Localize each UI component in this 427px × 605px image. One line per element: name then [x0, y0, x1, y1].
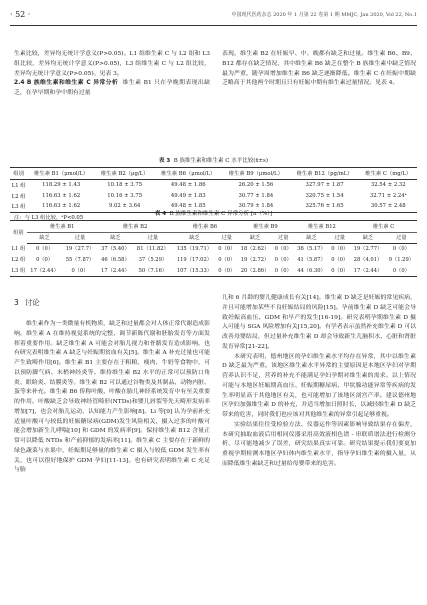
table-cell: 0（0）	[36, 246, 54, 253]
table-cell: 46（6.58）	[101, 257, 130, 263]
journal-header: 中国现代医药杂志 2020 年 1 月第 22 卷第 1 期 MMJC, Jan 2020, Vol 22, No.1	[231, 12, 417, 18]
table-row	[10, 190, 417, 201]
table-cell: 41（5.87）	[297, 257, 326, 263]
table-cell: 9（1.29）	[388, 257, 414, 263]
paragraph: 维生素作为一类微量有机物质，缺乏和过量都会对人体正常代谢造成影响。维生素 A 在维持视觉系统的完整、调节新陈代谢和胚胎发育等方面发挥着重要作用。缺乏维生素 A 可能会对胎儿视力和骨骼发育造成影响，也有研究表明维生素 A 缺乏与妊娠期贫血有关[5]。维生素 A 补充过量也可能产生致畸作用[6]。维生素 B1 主要存在于粗粮、瘦肉、牛奶等食物中，可以预防脚气病、末梢神经炎等。维持维生素 B2 水平的正常可以预防口角炎、眼睑炎、结膜炎等。维生素 B2 可以通过谷物类及其制品、动物内脏、蛋等来补充。维生素 B6 侨称叶酸，叶酸在胎儿神经系统发育中有至关重要的作用。叶酸缺乏会导致神经管畸形(NTDs)和婴儿唇裂等先天畸形发病率增加[7]，也会对胎儿运动、认知能力产生影响[8]。Li 等[9] 认为孕前补充适量叶酸可与较低的妊娠糖尿病(GDM)发生风险相关，摄入过多的叶酸可能会增加新生儿哮喘[10] 和 GDM 的发病率[9]。保持维生素 B12 含量正常可以降低 NTDs 和产前抑郁的发病率[11]。维生素 C 主要存在于新鲜的绿色蔬菜与水果中，妊娠期足够量的维生素 C 摄入与较低 GDM 发生率有关，也可以很好地保护 GDM 孕妇[11-13]。也有研究表明维生素 C 充足与胎	[14, 321, 210, 474]
table4-subheader: 缺乏	[237, 232, 272, 243]
table4-subheader: 缺乏	[27, 232, 62, 243]
discussion-left-column	[14, 320, 210, 598]
header-rule	[10, 25, 417, 26]
table4-vitamin-header: 维生素 B2	[98, 221, 173, 232]
table4-header: 组别	[13, 229, 24, 236]
table-cell: 28（4.01）	[353, 257, 383, 263]
table3-caption: 表 3 B 族维生素和维生素 C 水平比较(x̄±s)	[158, 158, 269, 164]
table-cell: 0（0）	[386, 265, 417, 276]
table3-header: 维生素 B2（μg/L）	[95, 168, 154, 179]
table-cell: 37（5.40）	[101, 246, 130, 253]
table-cell: 0（0）	[329, 265, 350, 276]
table-cell: L2 组	[11, 193, 26, 200]
table-cell: 116.63 ± 1.62	[27, 201, 95, 212]
table-cell: 17（2.44）	[350, 265, 385, 276]
table-cell: 30.77 ± 1.84	[238, 192, 274, 199]
table3-header: 维生素 B9（μmol/L）	[222, 168, 290, 179]
table-cell: 327.97 ± 1.87	[305, 181, 344, 188]
table4-subheader: 过量	[329, 232, 350, 243]
table4-subheader: 过量	[133, 232, 173, 243]
table4-vitamin-header: 维生素 B6	[173, 221, 238, 232]
table4-subheader: 缺乏	[173, 232, 217, 243]
table3-header: 维生素 B12（pg/mL）	[290, 168, 360, 179]
table-cell: 320.75 ± 1.54	[305, 192, 344, 199]
table-cell: 0（0）	[392, 246, 410, 253]
paragraph: 儿和 6 月龄的婴儿健康成长有关[14]。维生素 D 缺乏是妊娠的常见疾病，并且可能增加某些不良妊娠结局的风险[15]。孕前维生素 D 缺乏可能会导致妊娠高血压、GDM 和早产的发生[16-19]。研究表明孕期维生素 D 摄入可能与 SGA 风险增加有关[15,20]。有学者表示虽然补充维生素 D 可以改善母婴结局，但过量补充维生素 D 却会导致新生儿脑积水、心脏和肾脏发育异常[21-22]。	[222, 295, 416, 350]
table-cell: 0（0）	[216, 265, 237, 276]
table4-subheader: 过量	[62, 232, 97, 243]
table-cell: 325.76 ± 1.65	[290, 201, 360, 212]
table-cell: 119（17.02）	[176, 257, 212, 263]
table3-header: 维生素 B1（μmol/L）	[27, 168, 95, 179]
discussion-right-column	[222, 294, 416, 599]
section-title: 讨论	[24, 298, 40, 307]
subheading: 2.4 B 族维生素和维生素 C 异常分析	[14, 80, 119, 87]
section-heading	[14, 297, 46, 308]
table-cell: 49.48 ± 1.86	[170, 181, 206, 188]
table-cell: L1 组	[11, 246, 26, 252]
table-cell: 19（27.7）	[65, 246, 95, 253]
subheading-text: 维生素 B1 只在孕晚期表现出缺乏，在孕早期和孕中期有过量	[14, 80, 210, 96]
table-cell: 10.16 ± 3.75	[107, 192, 143, 199]
table3-header: 维生素 B6（μmol/L）	[154, 168, 222, 179]
table-cell: 50（7.16）	[133, 265, 173, 276]
table-cell: 10.18 ± 3.75	[107, 181, 143, 188]
table4-vitamin-header: 维生素 C	[350, 221, 417, 232]
paragraph: 生素比较，差异均无统计学意义(P>0.05)。L1 组维生素 C 与 L2 组和 L3 组比较，差异均无统计学意义(P>0.05)，L3 组维生素 C 与 L2 组比较，差异均无统计学意义(P>0.05)。见表 3。	[14, 51, 210, 77]
table-cell: 17（2.44）	[27, 265, 62, 276]
table-cell: 55（7.87）	[65, 257, 95, 263]
paragraph: 实验结果往往受检验方法、仪器运作等因素影响导致结果存在偏差，本研究抽取血液后用相同仪器采用高效液相色谱 - 串联质谱法进行检测分析，尽可能地减少了误差，研究结果真实可靠。研究结果提示我们要更加重视孕期检测本地区孕妇体内维生素水平，指导孕妇维生素的摄入量，从而降低维生素缺乏和过量给母婴带来的危害。	[222, 421, 416, 467]
table-cell: 0（0）	[331, 246, 349, 253]
table4-subheader: 过量	[386, 232, 417, 243]
table-row	[10, 265, 417, 276]
table-cell: 26.20 ± 1.56	[238, 181, 274, 188]
table4-subheader: 过量	[273, 232, 294, 243]
left-column-top	[14, 50, 210, 148]
table-cell: 19（2.72）	[240, 257, 270, 263]
paragraph: 表现。维生素 B2 在妊娠早、中、晚都有缺乏和过量。维生素 B6、B9、B12 都存在缺乏情况，其中维生素 B6 缺乏在整个 B 族维生素中缺乏情况最为严重，随孕周增加维生素 B6 缺乏逐渐降低。维生素 C 在妊娠中期缺乏略高于其他两个时期且只有妊娠中期有维生素过量情况。见表 4。	[222, 51, 416, 87]
table3-note: 注：与 L3 组比较，ᵃP<0.05	[14, 215, 84, 221]
table-cell: 32.54 ± 2.32	[370, 181, 406, 188]
table-cell: L2 组	[11, 257, 26, 263]
paragraph	[14, 79, 210, 99]
table-cell: 0（0）	[274, 257, 292, 263]
table-cell: 49.49 ± 1.83	[170, 192, 206, 199]
table3-header-row	[10, 168, 417, 179]
table-cell: 36（5.17）	[297, 246, 326, 253]
table-cell: 116.63 ± 1.62	[42, 192, 81, 199]
table-cell: 9.02 ± 3.64	[95, 201, 154, 212]
table-cell: 0（0）	[218, 257, 236, 263]
right-column-top	[222, 50, 416, 148]
table4-subheader: 过量	[216, 232, 237, 243]
section-number: 3	[14, 298, 19, 307]
table-cell: 19（2.77）	[353, 246, 383, 253]
table4-sub-row	[10, 232, 417, 243]
table-cell: 44（6.30）	[294, 265, 329, 276]
table-cell: 81（11.82）	[136, 246, 169, 253]
table-cell: 118.29 ± 1.43	[42, 181, 81, 188]
table4-subheader: 缺乏	[294, 232, 329, 243]
table-cell: 0（0）	[331, 257, 349, 263]
table4-vitamin-header: 维生素 B12	[294, 221, 350, 232]
table-cell: 18（2.62）	[240, 246, 270, 253]
table3-header: 组别	[10, 168, 27, 179]
table-cell: 107（15.33）	[173, 265, 217, 276]
table4-caption: 表 4 B 族维生素和维生素 C 异常分析 [n（%）]	[154, 211, 273, 217]
table-cell: 0（0）	[36, 257, 54, 263]
table-cell: L3 组	[10, 201, 27, 212]
table-cell: L3 组	[10, 265, 27, 276]
table-row	[10, 254, 417, 265]
table4	[10, 221, 417, 277]
table4-subheader: 缺乏	[98, 232, 133, 243]
table4-vitamin-header: 维生素 B1	[27, 221, 98, 232]
table-cell: 49.48 ± 1.85	[154, 201, 222, 212]
table-cell: L1 组	[11, 182, 26, 189]
paragraph: 本研究表明，德州地区的孕妇维生素水平均存在异常，其中以维生素 D 缺乏最为严重。该地区维生素水平异常的主要原因是本地区孕妇对孕期营养认识不足，营养的补充不能满足孕妇孕期对维生素的需求。以上情况可能与本地区妊娠期高血压、妊娠期糖尿病、甲状腺功能异常等疾病的发生率明显高于其他地区有关，也可能增加了该地区剖宫产率。建议德州地区孕妇加强维生素 D 的补充，并适当增加日照时长，以减轻维生素 D 缺乏带来的危害，同时我们也应该对其他维生素的异常引起足够重视。	[222, 353, 416, 418]
table4-group-row	[10, 221, 417, 232]
table-cell: 37（5.29）	[138, 257, 168, 263]
table4-vitamin-header: 维生素 B9	[237, 221, 293, 232]
table-row	[10, 179, 417, 190]
table-cell: 0（0）	[274, 246, 292, 253]
table-cell: 0（0）	[218, 246, 236, 253]
table3	[10, 168, 417, 213]
table3-header: 维生素 C（mg/L）	[360, 168, 417, 179]
page-number: · 52 ·	[10, 10, 31, 19]
table-cell: 30.79 ± 1.84	[222, 201, 290, 212]
table-cell: 20（2.86）	[237, 265, 272, 276]
table-cell: 0（0）	[273, 265, 294, 276]
table4-subheader: 缺乏	[350, 232, 385, 243]
table-row	[10, 243, 417, 254]
table-cell: 0（0）	[62, 265, 97, 276]
table-cell: 32.71 ± 2.24ᵃ	[369, 192, 407, 199]
table-cell: 135（19.71）	[176, 246, 212, 253]
table-cell: 30.57 ± 2.48	[360, 201, 417, 212]
table-cell: 17（2.44）	[98, 265, 133, 276]
